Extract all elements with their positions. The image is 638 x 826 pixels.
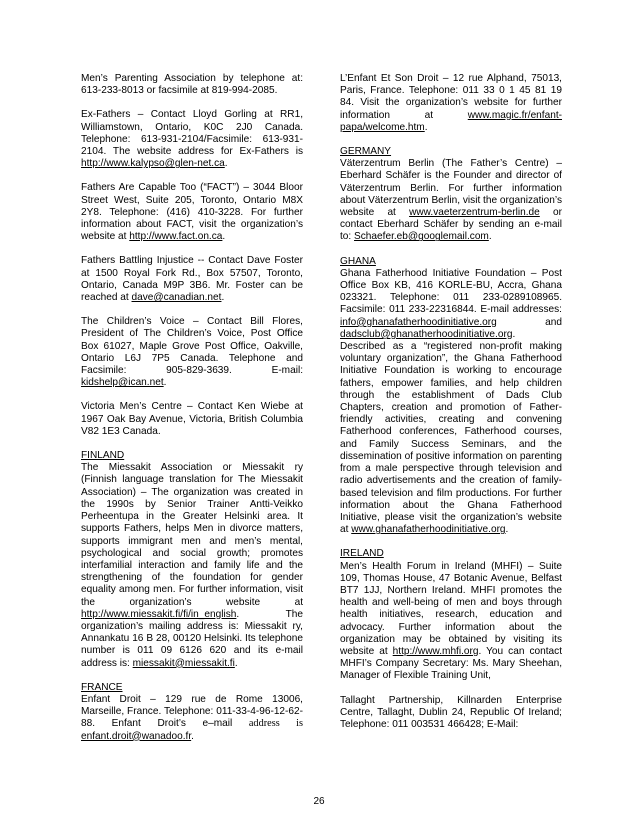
vaeterzentrum-website-link[interactable]: www.vaeterzentrum-berlin.de <box>409 207 540 219</box>
entry-text: address is <box>248 718 303 730</box>
entry-text: Enfant Droit – 129 rue de Rome 13006, Marseille, France. Telephone: 011-33-4-96-12-62-88. Enfant Droit’s e–mail <box>81 693 303 730</box>
ireland-section <box>340 548 562 682</box>
mens-parenting-entry <box>81 73 303 97</box>
entry-text: . Described as a “registered non-profit making voluntary organization”, the Ghana Fatherhood Initiative Foundation is working to encourage fathers, empower families, and help children through the establishment of Dads Club Chapters, creation and promotion of Father-friendly activities, creating and convening Fatherhood conferences, Fatherhood courses, and Family Success Seminars, and the dissemination of positive information on parenting from a male perspective through television and radio advertisements and the creation of family-based television and film productions. For further information about the Ghana Fatherhood Initiative, please visit the organization’s website at <box>340 328 562 536</box>
enfant-droit-email-link[interactable]: enfant.droit@wanadoo.fr <box>81 730 192 742</box>
entry-text: The Miessakit Association or Miessakit ry (Finnish language translation for The Miessakit Association) – The organization was created in the 1990s by Senior Trainer Antti-Veikko Perheentupa in the Greater Helsinki area. It supports Fathers, helps Men in divorce matters, supports immigrant men and men’s mental, psychological and social growth; promotes interfamilial interaction and family life and the strengthening of the foundation for gender equality among men. For further information, visit the organization’s website at <box>81 462 303 608</box>
entry-text: L’Enfant Et Son Droit – 12 rue Alphand, 75013, Paris, France. Telephone: 011 33 0 1 45 81 19 84. Visit the organization’s website for further information at <box>340 73 562 121</box>
entry-text: and <box>496 316 562 328</box>
kidshelp-email-link[interactable]: kidshelp@ican.net <box>81 377 164 389</box>
entry-text: . <box>221 292 225 304</box>
entry-text: . <box>234 657 238 669</box>
entry-text: Ex-Fathers – Contact Lloyd Gorling at RR1, Williamstown, Ontario, K0C 2J0 Canada. Telephone: 613-931-2104/Facsimile: 613-931-2104. The website address for Ex-Fathers is <box>81 109 303 158</box>
victoria-mens-centre-entry <box>81 401 303 438</box>
france-section <box>81 682 303 743</box>
ireland-heading: IRELAND <box>340 548 384 560</box>
entry-text: . <box>224 158 228 170</box>
france-heading: FRANCE <box>81 681 123 693</box>
germany-heading: GERMANY <box>340 146 392 158</box>
entry-text: . <box>191 730 194 742</box>
lenfant-entry <box>340 73 562 134</box>
ghana-dadsclub-email-link[interactable]: dadsclub@ghanatherhoodinitiative.org <box>340 328 513 340</box>
dave-email-link[interactable]: dave@canadian.net <box>131 292 222 304</box>
entry-text: Fathers Are Capable Too (“FACT”) – 3044 Bloor Street West, Suite 205, Toronto, Ontario M8X 2Y8. Telephone: (416) 410-3228. For further information about FACT, visit the organization’s website at <box>81 182 303 243</box>
mhfi-website-link[interactable]: http://www.mhfi.org <box>392 645 479 657</box>
right-column <box>340 73 562 743</box>
entry-text: Men’s Health Forum in Ireland (MHFI) – Suite 109, Thomas House, 47 Botanic Avenue, Belfast BT7 1JJ, Northern Ireland. MHFI promotes the health and well-being of men and boys through health initiatives, research, education and advocacy. Further information about the organization may be obtained by visiting its website at <box>340 560 562 657</box>
entry-text: . You can contact MHFI’s Company Secretary: Ms. Mary Sheehan, Manager of Flexible Training Unit, <box>340 645 562 682</box>
entry-text: . <box>222 231 226 243</box>
entry-text: Ghana Fatherhood Initiative Foundation – Post Office Box KB, 416 KORLE-BU, Accra, Ghana 023321. Telephone: 011 233-0289108965. Facsimile: 011 233-22316844. E-mail addresses: <box>340 267 562 316</box>
tallaght-entry <box>340 695 562 732</box>
fathers-battling-entry <box>81 255 303 304</box>
schaefer-email-link[interactable]: Schaefer.eb@googlemail.com <box>354 231 489 243</box>
entry-text: . <box>488 231 492 243</box>
ex-fathers-entry <box>81 109 303 170</box>
magic-website-link[interactable]: www.magic.fr/enfant-papa/welcome.htm <box>340 109 562 133</box>
entry-text: Väterzentrum Berlin (The Father’s Centre) – Eberhard Schäfer is the Founder and director of Väterzentrum Berlin. For further information about Väterzentrum Berlin, visit the organization’s website at <box>340 158 562 219</box>
entry-text: or contact Eberhard Schäfer by sending an e-mail to: <box>340 207 562 243</box>
entry-text: The Children’s Voice – Contact Bill Flores, President of The Children’s Voice, Post Office Box 61027, Maple Grove Post Office, Oakville, Ontario L6J 7P5 Canada. Telephone and Facsimile: 905-829-3639. E-mail: <box>81 316 303 377</box>
entry-text: . <box>163 377 167 389</box>
page-number: 26 <box>313 796 325 807</box>
finland-section <box>81 450 303 670</box>
ghana-heading: GHANA <box>340 255 376 267</box>
left-column <box>81 73 303 755</box>
ghana-info-email-link[interactable]: info@ghanafatherhoodinitiative.org <box>340 316 497 328</box>
entry-text: Victoria Men’s Centre – Contact Ken Wiebe at 1967 Oak Bay Avenue, Victoria, British Columbia V82 1E3 Canada. <box>81 401 303 437</box>
fact-entry <box>81 182 303 243</box>
germany-section <box>340 146 562 244</box>
entry-text: . The organization’s mailing address is: Miessakit ry, Annankatu 16 B 28, 00120 Helsinki. Its telephone number is 011 09 6126 620 and its e-mail address is: <box>81 608 303 669</box>
ghana-website-link[interactable]: www.ghanafatherhoodinitiative.org <box>351 524 506 536</box>
fact-website-link[interactable]: http://www.fact.on.ca <box>129 231 223 243</box>
ex-fathers-link[interactable]: http://www.kalypso@glen-net.ca <box>81 158 225 170</box>
finland-heading: FINLAND <box>81 450 125 462</box>
entry-text: . <box>424 121 428 133</box>
childrens-voice-entry <box>81 316 303 389</box>
entry-text: Tallaght Partnership, Killnarden Enterprise Centre, Tallaght, Dublin 24, Republic Of Ireland; Telephone: 011 003531 466428; E-Mail: <box>340 694 562 730</box>
miessakit-website-link[interactable]: http://www.miessakit.fi/fi/in_english <box>81 608 237 620</box>
entry-text: Fathers Battling Injustice -- Contact Dave Foster at 1500 Royal Fork Rd., Box 57507, Toronto, Ontario, Canada M9P 3B6. Mr. Foster can be reached at <box>81 255 303 304</box>
ghana-section <box>340 256 562 537</box>
entry-text: Men’s Parenting Association by telephone at: 613-233-8013 or facsimile at 819-994-2085. <box>81 73 303 97</box>
miessakit-email-link[interactable]: miessakit@miessakit.fi <box>132 657 235 669</box>
entry-text: . <box>505 524 509 536</box>
